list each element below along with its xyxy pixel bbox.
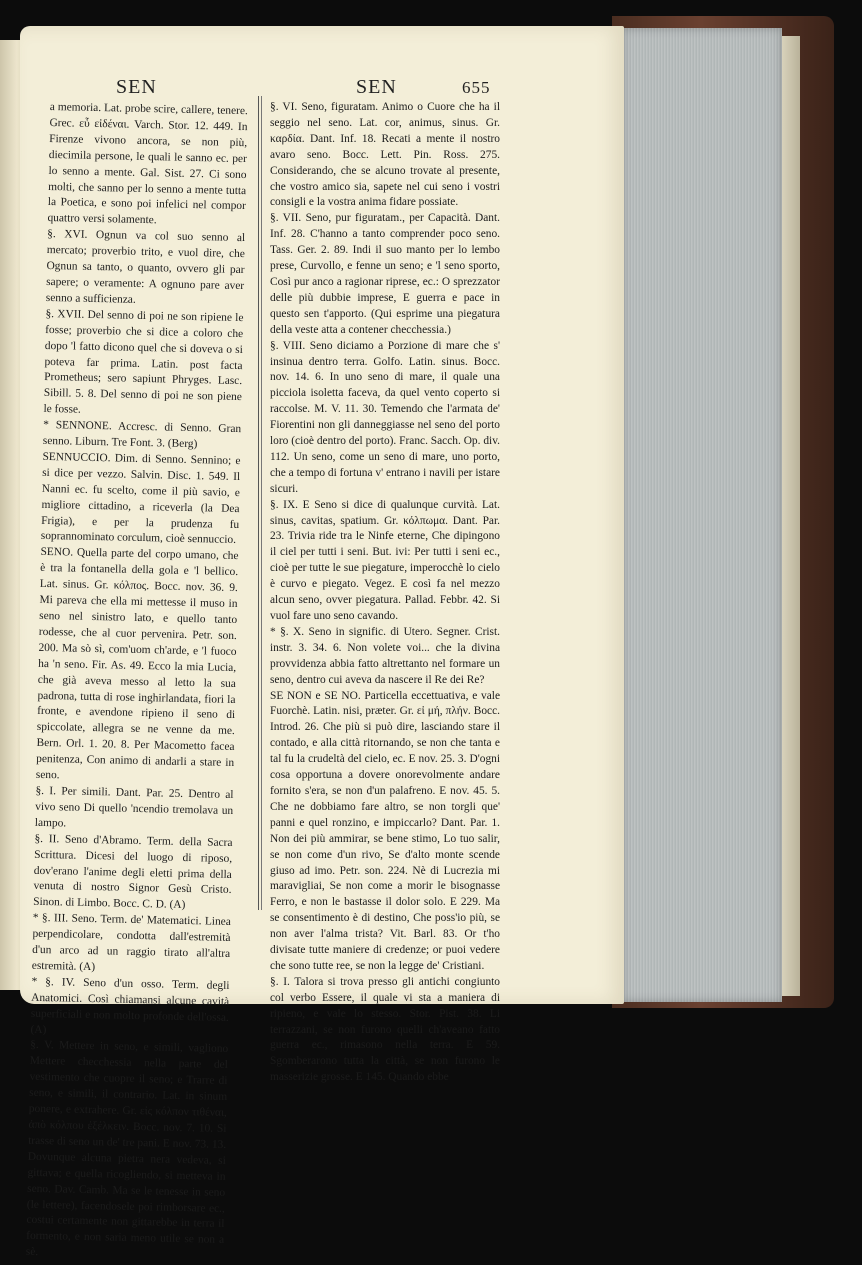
entry-paragraph: * §. III. Seno. Term. de' Matematici. Linea perpendicolare, condotta dall'estremità d'un arco ad un raggio tirato all'altra estremità. (A) (31, 912, 231, 974)
entry-paragraph: §. II. Seno d'Abramo. Term. della Sacra Scrittura. Dicesi del luogo di riposo, dov'erano l'anime degli eletti prima della venuta di nostro Signor Gesù Cristo. Sinon. di Limbo. Bocc. C. D. (A) (33, 832, 233, 912)
entry-paragraph: §. VIII. Seno diciamo a Porzione di mare che s' insinua dentro terra. Golfo. Latin. sinus. Bocc. nov. 14. 6. In uno seno di mare, il quale una picciola isoletta faceva, da quel vento coperto si raccolse. M. V. 11. 30. Temendo che l'armata de' Fiorentini non gli danneggiasse nel seno del porto loro (cioè dentro del porto). Franc. Sacch. Op. div. 112. Un seno, come un seno di mare, uno porto, che a tempo di fortuna v' entrano i navili per istare sicuri. (270, 339, 500, 495)
entry-paragraph: SE NON e SE NO. Particella eccettuativa, e vale Fuorchè. Latin. nisi, præter. Gr. εἰ μή, πλήν. Bocc. Introd. 26. Che più si può dire, lasciando stare il contado, e alla città ritornando, se non che tanta e tal fu la crudeltà del cielo, ec. E nov. 25. 3. D'ogni cosa opportuna a dovere onorevolmente andare fornito s'era, se non d'un palafreno. E nov. 45. 5. Che ne dobbiamo fare altro, se non torgli que' panni e quel ronzino, e impiccarlo? Dant. Par. 1. Non dei più ammirar, se bene stimo, Lo tuo salir, se non come d'un rivo, Se d'alto monte scende giuso ad imo. Petr. son. 224. Nè di Lucrezia mi maravigliai, Se non come a morir le bisognasse Ferro, e non le bastasse il dolor solo. E 229. Ma se consentimento è di destino, Che poss'io più, se non aver l'alma trista? Vit. Barl. 83. Or t'ho divisate tutte maniere di credenze; or puoi vedere che sono tutte ree, se non la legge de' Cristiani. (270, 689, 500, 972)
entry-paragraph: a memoria. Lat. probe scire, callere, tenere. Grec. εὖ εἰδέναι. Varch. Stor. 12. 449. In Firenze vivono ancora, se non più, diecimila persone, le quali le sanno ec. per lo senno a mente. Gal. Sist. 27. Ci sono molti, che sanno per lo senno a mente tutta la Poetica, e sono poi infelici nel compor quattro versi solamente. (47, 100, 248, 227)
entry-paragraph: * §. X. Seno in signific. di Utero. Segner. Crist. instr. 3. 34. 6. Non volete voi... che la divina provvidenza abbia fatto altrettanto nel formare un seno, dentro cui aveva da nascere il Re dei Re? (270, 625, 500, 686)
entry-paragraph: §. XVII. Del senno di poi ne son ripiene le fosse; proverbio che si dice a coloro che dopo 'l fatto dicono quel che si doveva o si poteva far prima. Latin. post facta Prometheus; sero sapiunt Phryges. Lasc. Sibill. 5. 8. Del senno di poi ne son piene le fosse. (43, 307, 244, 416)
page-block-edge-strip (782, 36, 800, 996)
entry-paragraph: §. I. Per simili. Dant. Par. 25. Dentro al vivo seno Di quello 'ncendio tremolava un lampo. (34, 784, 234, 830)
column-divider (258, 96, 259, 910)
left-column (26, 100, 248, 1265)
entry-paragraph: SENNUCCIO. Dim. di Senno. Sennino; e si dice per vezzo. Salvin. Disc. 1. 549. Il Nanni ec. fu scelto, come il più savio, e migliore cittadino, a riceverla (la Dea Frigia), e per la prudenza fu soprannominato corculum, cioè sennuccio. (40, 450, 241, 547)
entry-paragraph: §. VII. Seno, pur figuratam., per Capacità. Dant. Inf. 28. C'hanno a tanto comprender poco seno. Tass. Ger. 2. 89. Indi il suo manto per lo lembo prese, Curvollo, e fenne un seno; e 'l seno sporto, Così pur anco a ragionar riprese, ec.: O sprezzator delle più dubbie imprese, E guerra e pace in questo sen t'apporto. (Qui esprime una piegatura della veste atta a contener checchessia.) (270, 212, 500, 336)
entry-paragraph: SENO. Quella parte del corpo umano, che è tra la fontanella della gola e 'l bellico. Lat. sinus. Gr. κόλπος. Bocc. nov. 36. 9. Mi pareva che ella mi mettesse il muso in seno nel sinistro lato, e quello tanto rodesse, che al cuor pervenira. Petr. son. 200. Ma sò sì, com'uom ch'arde, e 'l fuoco ha 'n seno. Fir. As. 49. Ecco la mia Lucia, che già aveva messo al letto la sua padrona, tutta di rose inghirlandata, fiori la fronte, e avendone ripieno il seno di spiccolate, allegra se ne venne da me. Bern. Orl. 1. 20. 8. Per Macometto facea penitenza, Con animo di andarli a stare in seno. (35, 546, 239, 782)
column-divider-inner (261, 96, 262, 910)
right-column (270, 100, 500, 1086)
running-head-left: SEN (116, 76, 157, 98)
entry-paragraph: §. I. Talora si trova presso gli antichi congiunto col verbo Essere, il quale vi sta a maniera di ripieno, e vale lo stesso. Stor. Pist. 38. Li terrazzani, se non furono quelli ch'aveano fatto guerra ec., rimasono nella terra. E 59. Sgomberarono tutta la città, se non furono le masserizie grosse. E 145. Quando ebbe (270, 975, 500, 1084)
entry-paragraph: §. V. Mettere in seno, e simili, vagliono Mettere checchessia nella parte del vestimento che cuopre il seno; e Trarre di seno, e simili, il contrario. Lat. in sinum ponere, e extrahere. Gr. εἰς κόλπον τιθέναι, ἀπὸ κόλπου ἐξέλκειν. Bocc. nov. 7. 10. Si trasse di seno un de' tre pani. E nov. 73. 13. Dovunque alcuna pietra nera vedeva, si gittava; e quella ricogliendo, si metteva in seno. Dav. Camb. Ma se le tenesse in seno (le lettere), facendosele poi rimborsare ec., costui certamente non gittarebbe in terra il formento, e non saria meno utile se non a sè. (25, 1039, 229, 1259)
running-head-center: SEN (356, 76, 397, 98)
entry-paragraph: §. IX. E Seno si dice di qualunque curvità. Lat. sinus, cavitas, spatium. Gr. κόλπωμα. Dant. Par. 23. Trivia ride tra le Ninfe eterne, Che dipingono il ciel per tutti i seni. But. ivi: Per tutti i seni ec., cioè per tutte le sue piegature, imperocchè lo cielo è curvo e piegato. Vegez. E così fa nel mezzo alcun seno, ovver piegatura. Pallad. Febbr. 42. Si vuol fare uno seno cavando. (270, 498, 500, 622)
entry-paragraph: §. VI. Seno, figuratam. Animo o Cuore che ha il seggio nel seno. Lat. cor, animus, sinus. Gr. καρδία. Dant. Inf. 18. Recati a mente il nostro avaro seno. Bocc. Lett. Pin. Ross. 275. Considerando, che se alcuno trovate al presente, che vostro amico sia, sapete nel cui seno i vostri consigli e la vostra anima fidare possiate. (270, 101, 500, 209)
entry-paragraph: §. XVI. Ognun va col suo senno al mercato; proverbio trito, e vuol dire, che Ognun sa tanto, o quanto, ovvero gli par sapere; o veramente: A ognuno pare aver senno a sufficienza. (45, 228, 246, 306)
page-number: 655 (462, 78, 491, 97)
entry-paragraph: * §. IV. Seno d'un osso. Term. degli Anatomici. Così chiamansi alcune cavità superficiali e non molto profonde dell'ossa. (A) (30, 975, 230, 1036)
page-block-edges (622, 28, 782, 1002)
entry-paragraph: * SENNONE. Accresc. di Senno. Gran senno. Liburn. Tre Font. 3. (Berg) (42, 419, 242, 451)
